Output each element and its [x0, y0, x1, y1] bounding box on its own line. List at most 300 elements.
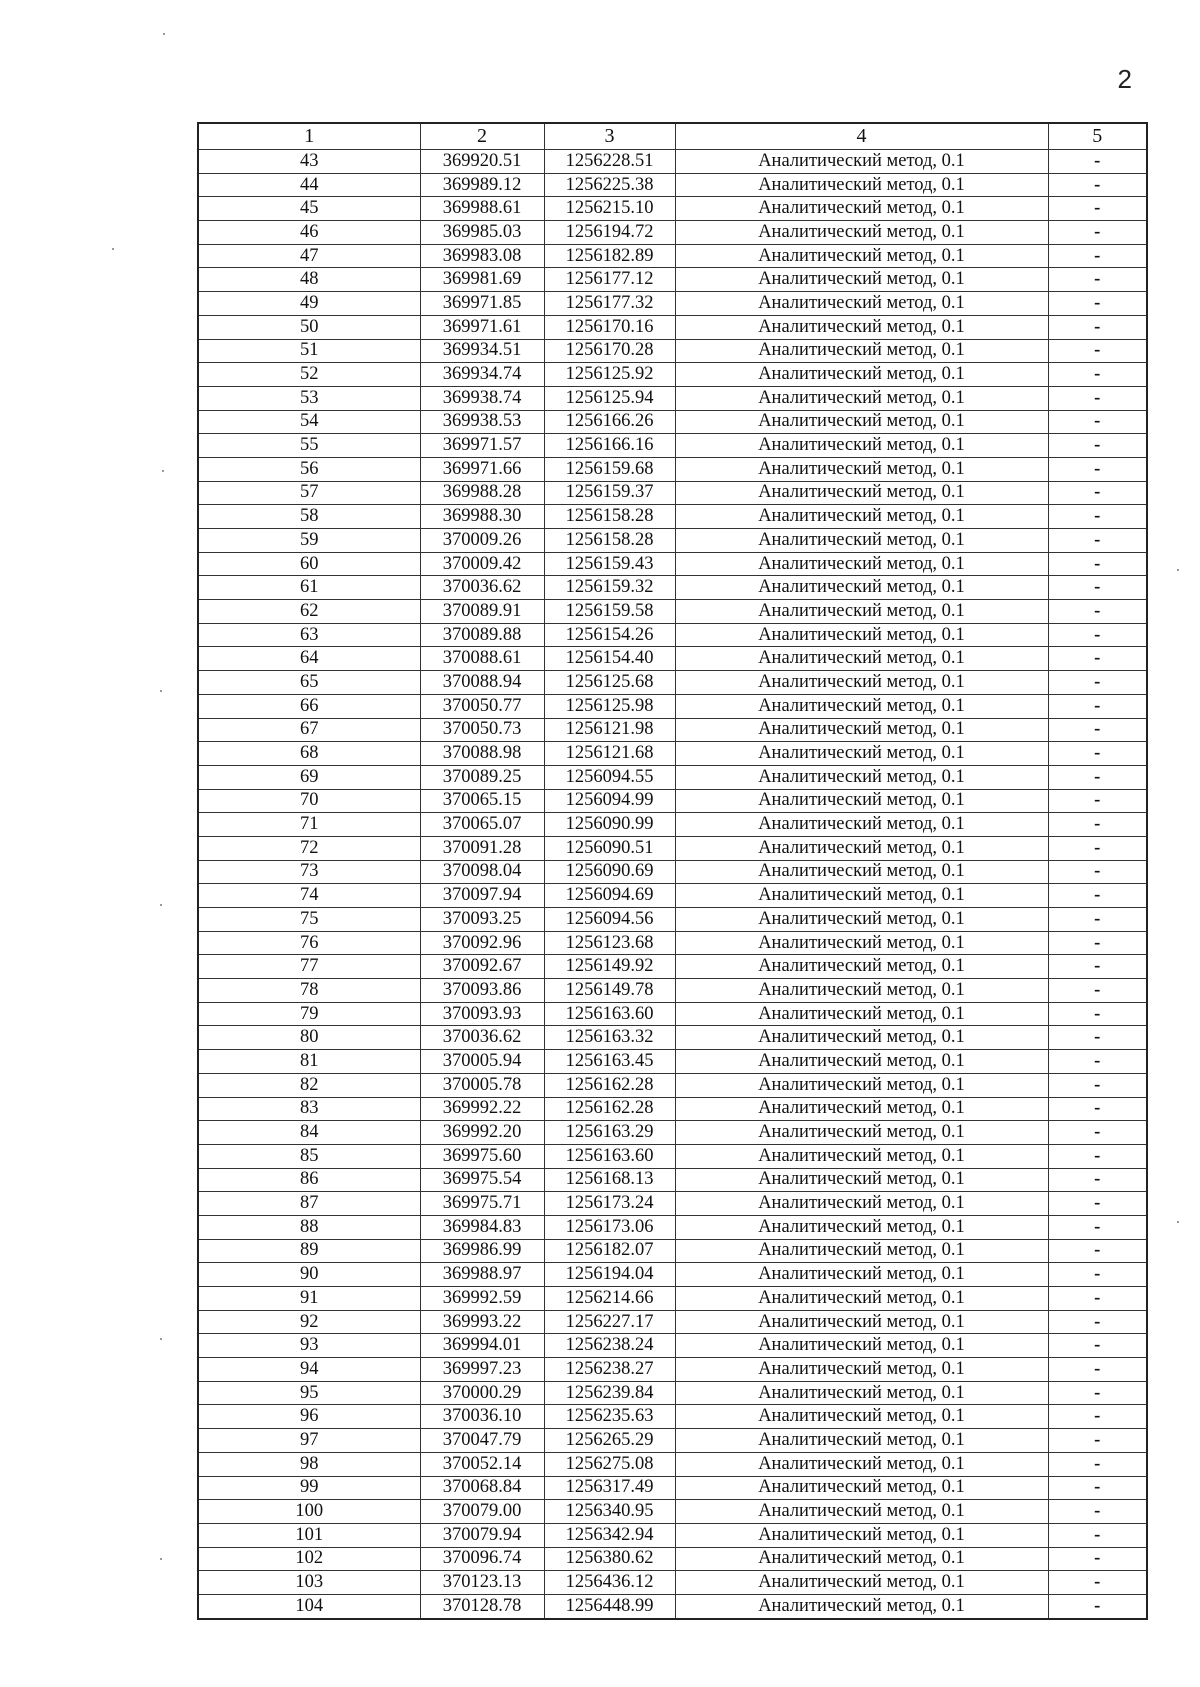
- column-5-cell: -: [1048, 718, 1147, 742]
- table-row: [198, 765, 1147, 789]
- point-number-cell: 73: [198, 860, 420, 884]
- column-5-cell: -: [1048, 505, 1147, 529]
- table-row: [198, 789, 1147, 813]
- table-row: [198, 1168, 1147, 1192]
- point-number-cell: 60: [198, 552, 420, 576]
- x-coordinate-cell: 370065.07: [420, 813, 544, 837]
- method-cell: Аналитический метод, 0.1: [675, 221, 1048, 245]
- point-number-cell: 94: [198, 1358, 420, 1382]
- column-5-cell: -: [1048, 931, 1147, 955]
- column-5-cell: -: [1048, 244, 1147, 268]
- table-row: [198, 1121, 1147, 1145]
- method-cell: Аналитический метод, 0.1: [675, 931, 1048, 955]
- coordinates-table: [197, 122, 1148, 1620]
- y-coordinate-cell: 1256163.60: [544, 1144, 675, 1168]
- column-5-cell: -: [1048, 836, 1147, 860]
- table-row: [198, 600, 1147, 624]
- point-number-cell: 67: [198, 718, 420, 742]
- column-5-cell: -: [1048, 1429, 1147, 1453]
- table-row: [198, 410, 1147, 434]
- x-coordinate-cell: 370128.78: [420, 1594, 544, 1618]
- point-number-cell: 45: [198, 197, 420, 221]
- method-cell: Аналитический метод, 0.1: [675, 1452, 1048, 1476]
- point-number-cell: 74: [198, 884, 420, 908]
- y-coordinate-cell: 1256228.51: [544, 150, 675, 174]
- method-cell: Аналитический метод, 0.1: [675, 765, 1048, 789]
- table-row: [198, 576, 1147, 600]
- point-number-cell: 96: [198, 1405, 420, 1429]
- point-number-cell: 72: [198, 836, 420, 860]
- x-coordinate-cell: 370050.73: [420, 718, 544, 742]
- x-coordinate-cell: 369971.57: [420, 434, 544, 458]
- method-cell: Аналитический метод, 0.1: [675, 434, 1048, 458]
- point-number-cell: 88: [198, 1215, 420, 1239]
- column-header-1: 1: [198, 123, 420, 150]
- x-coordinate-cell: 370005.78: [420, 1073, 544, 1097]
- y-coordinate-cell: 1256163.45: [544, 1050, 675, 1074]
- method-cell: Аналитический метод, 0.1: [675, 1239, 1048, 1263]
- y-coordinate-cell: 1256094.56: [544, 908, 675, 932]
- method-cell: Аналитический метод, 0.1: [675, 410, 1048, 434]
- x-coordinate-cell: 370089.25: [420, 765, 544, 789]
- x-coordinate-cell: 370088.98: [420, 742, 544, 766]
- x-coordinate-cell: 370088.94: [420, 671, 544, 695]
- table-row: [198, 1547, 1147, 1571]
- method-cell: Аналитический метод, 0.1: [675, 457, 1048, 481]
- y-coordinate-cell: 1256448.99: [544, 1594, 675, 1618]
- x-coordinate-cell: 370093.93: [420, 1002, 544, 1026]
- point-number-cell: 86: [198, 1168, 420, 1192]
- table-row: [198, 1192, 1147, 1216]
- method-cell: Аналитический метод, 0.1: [675, 955, 1048, 979]
- table-row: [198, 1287, 1147, 1311]
- point-number-cell: 47: [198, 244, 420, 268]
- x-coordinate-cell: 370036.62: [420, 1026, 544, 1050]
- column-5-cell: -: [1048, 694, 1147, 718]
- table-row: [198, 1405, 1147, 1429]
- x-coordinate-cell: 369971.61: [420, 315, 544, 339]
- point-number-cell: 51: [198, 339, 420, 363]
- point-number-cell: 78: [198, 979, 420, 1003]
- point-number-cell: 79: [198, 1002, 420, 1026]
- x-coordinate-cell: 369988.28: [420, 481, 544, 505]
- point-number-cell: 57: [198, 481, 420, 505]
- y-coordinate-cell: 1256158.28: [544, 505, 675, 529]
- method-cell: Аналитический метод, 0.1: [675, 1405, 1048, 1429]
- method-cell: Аналитический метод, 0.1: [675, 718, 1048, 742]
- y-coordinate-cell: 1256340.95: [544, 1500, 675, 1524]
- table-row: [198, 339, 1147, 363]
- column-5-cell: -: [1048, 1239, 1147, 1263]
- column-5-cell: -: [1048, 765, 1147, 789]
- method-cell: Аналитический метод, 0.1: [675, 576, 1048, 600]
- method-cell: Аналитический метод, 0.1: [675, 647, 1048, 671]
- x-coordinate-cell: 370123.13: [420, 1571, 544, 1595]
- y-coordinate-cell: 1256166.16: [544, 434, 675, 458]
- method-cell: Аналитический метод, 0.1: [675, 694, 1048, 718]
- y-coordinate-cell: 1256094.69: [544, 884, 675, 908]
- x-coordinate-cell: 369975.60: [420, 1144, 544, 1168]
- table-row: [198, 1500, 1147, 1524]
- method-cell: Аналитический метод, 0.1: [675, 836, 1048, 860]
- x-coordinate-cell: 369988.61: [420, 197, 544, 221]
- x-coordinate-cell: 369983.08: [420, 244, 544, 268]
- table-row: [198, 1026, 1147, 1050]
- y-coordinate-cell: 1256380.62: [544, 1547, 675, 1571]
- y-coordinate-cell: 1256162.28: [544, 1073, 675, 1097]
- column-5-cell: -: [1048, 647, 1147, 671]
- column-5-cell: -: [1048, 1192, 1147, 1216]
- x-coordinate-cell: 370068.84: [420, 1476, 544, 1500]
- column-header-5: 5: [1048, 123, 1147, 150]
- y-coordinate-cell: 1256182.89: [544, 244, 675, 268]
- column-header-4: 4: [675, 123, 1048, 150]
- column-header-2: 2: [420, 123, 544, 150]
- page-number: 2: [1117, 64, 1132, 94]
- column-5-cell: -: [1048, 1594, 1147, 1618]
- point-number-cell: 93: [198, 1334, 420, 1358]
- point-number-cell: 98: [198, 1452, 420, 1476]
- y-coordinate-cell: 1256214.66: [544, 1287, 675, 1311]
- table-row: [198, 955, 1147, 979]
- method-cell: Аналитический метод, 0.1: [675, 1050, 1048, 1074]
- method-cell: Аналитический метод, 0.1: [675, 979, 1048, 1003]
- x-coordinate-cell: 369984.83: [420, 1215, 544, 1239]
- table-row: [198, 1476, 1147, 1500]
- coordinates-table-container: [197, 122, 1146, 1620]
- x-coordinate-cell: 369992.22: [420, 1097, 544, 1121]
- y-coordinate-cell: 1256125.92: [544, 363, 675, 387]
- point-number-cell: 81: [198, 1050, 420, 1074]
- x-coordinate-cell: 369992.59: [420, 1287, 544, 1311]
- method-cell: Аналитический метод, 0.1: [675, 1002, 1048, 1026]
- x-coordinate-cell: 370091.28: [420, 836, 544, 860]
- table-row: [198, 221, 1147, 245]
- method-cell: Аналитический метод, 0.1: [675, 244, 1048, 268]
- column-5-cell: -: [1048, 1310, 1147, 1334]
- method-cell: Аналитический метод, 0.1: [675, 481, 1048, 505]
- table-body: [198, 150, 1147, 1619]
- method-cell: Аналитический метод, 0.1: [675, 1287, 1048, 1311]
- column-5-cell: -: [1048, 1358, 1147, 1382]
- table-row: [198, 671, 1147, 695]
- x-coordinate-cell: 370092.96: [420, 931, 544, 955]
- x-coordinate-cell: 369985.03: [420, 221, 544, 245]
- method-cell: Аналитический метод, 0.1: [675, 1121, 1048, 1145]
- y-coordinate-cell: 1256159.37: [544, 481, 675, 505]
- column-5-cell: -: [1048, 552, 1147, 576]
- x-coordinate-cell: 369934.74: [420, 363, 544, 387]
- point-number-cell: 48: [198, 268, 420, 292]
- method-cell: Аналитический метод, 0.1: [675, 268, 1048, 292]
- table-row: [198, 836, 1147, 860]
- x-coordinate-cell: 370009.26: [420, 529, 544, 553]
- y-coordinate-cell: 1256163.29: [544, 1121, 675, 1145]
- x-coordinate-cell: 369988.97: [420, 1263, 544, 1287]
- method-cell: Аналитический метод, 0.1: [675, 884, 1048, 908]
- x-coordinate-cell: 369994.01: [420, 1334, 544, 1358]
- method-cell: Аналитический метод, 0.1: [675, 1215, 1048, 1239]
- y-coordinate-cell: 1256090.99: [544, 813, 675, 837]
- column-5-cell: -: [1048, 623, 1147, 647]
- y-coordinate-cell: 1256436.12: [544, 1571, 675, 1595]
- table-row: [198, 979, 1147, 1003]
- column-5-cell: -: [1048, 1452, 1147, 1476]
- column-5-cell: -: [1048, 1263, 1147, 1287]
- table-row: [198, 1571, 1147, 1595]
- y-coordinate-cell: 1256177.32: [544, 292, 675, 316]
- y-coordinate-cell: 1256163.60: [544, 1002, 675, 1026]
- method-cell: Аналитический метод, 0.1: [675, 1523, 1048, 1547]
- x-coordinate-cell: 370000.29: [420, 1381, 544, 1405]
- method-cell: Аналитический метод, 0.1: [675, 1476, 1048, 1500]
- x-coordinate-cell: 370009.42: [420, 552, 544, 576]
- point-number-cell: 61: [198, 576, 420, 600]
- method-cell: Аналитический метод, 0.1: [675, 1263, 1048, 1287]
- x-coordinate-cell: 369992.20: [420, 1121, 544, 1145]
- table-row: [198, 481, 1147, 505]
- y-coordinate-cell: 1256159.32: [544, 576, 675, 600]
- x-coordinate-cell: 370089.91: [420, 600, 544, 624]
- point-number-cell: 102: [198, 1547, 420, 1571]
- table-row: [198, 647, 1147, 671]
- point-number-cell: 91: [198, 1287, 420, 1311]
- method-cell: Аналитический метод, 0.1: [675, 600, 1048, 624]
- y-coordinate-cell: 1256125.68: [544, 671, 675, 695]
- scan-speck: [160, 690, 162, 692]
- point-number-cell: 59: [198, 529, 420, 553]
- point-number-cell: 103: [198, 1571, 420, 1595]
- y-coordinate-cell: 1256162.28: [544, 1097, 675, 1121]
- x-coordinate-cell: 370096.74: [420, 1547, 544, 1571]
- table-row: [198, 268, 1147, 292]
- x-coordinate-cell: 369971.85: [420, 292, 544, 316]
- column-5-cell: -: [1048, 1547, 1147, 1571]
- scan-speck: [112, 248, 114, 250]
- column-5-cell: -: [1048, 1026, 1147, 1050]
- scan-speck: [160, 1338, 162, 1340]
- table-row: [198, 505, 1147, 529]
- point-number-cell: 43: [198, 150, 420, 174]
- y-coordinate-cell: 1256149.92: [544, 955, 675, 979]
- y-coordinate-cell: 1256235.63: [544, 1405, 675, 1429]
- y-coordinate-cell: 1256238.27: [544, 1358, 675, 1382]
- column-5-cell: -: [1048, 363, 1147, 387]
- x-coordinate-cell: 369938.53: [420, 410, 544, 434]
- y-coordinate-cell: 1256158.28: [544, 529, 675, 553]
- table-row: [198, 884, 1147, 908]
- x-coordinate-cell: 370097.94: [420, 884, 544, 908]
- method-cell: Аналитический метод, 0.1: [675, 386, 1048, 410]
- column-5-cell: -: [1048, 742, 1147, 766]
- scan-speck: [162, 470, 164, 472]
- point-number-cell: 83: [198, 1097, 420, 1121]
- column-5-cell: -: [1048, 1073, 1147, 1097]
- table-row: [198, 718, 1147, 742]
- x-coordinate-cell: 370079.94: [420, 1523, 544, 1547]
- table-row: [198, 457, 1147, 481]
- point-number-cell: 99: [198, 1476, 420, 1500]
- y-coordinate-cell: 1256194.04: [544, 1263, 675, 1287]
- method-cell: Аналитический метод, 0.1: [675, 860, 1048, 884]
- column-5-cell: -: [1048, 410, 1147, 434]
- x-coordinate-cell: 370093.25: [420, 908, 544, 932]
- point-number-cell: 76: [198, 931, 420, 955]
- column-5-cell: -: [1048, 1050, 1147, 1074]
- column-5-cell: -: [1048, 434, 1147, 458]
- point-number-cell: 54: [198, 410, 420, 434]
- table-row: [198, 931, 1147, 955]
- point-number-cell: 68: [198, 742, 420, 766]
- point-number-cell: 69: [198, 765, 420, 789]
- header-row: [198, 123, 1147, 150]
- x-coordinate-cell: 370098.04: [420, 860, 544, 884]
- point-number-cell: 71: [198, 813, 420, 837]
- table-row: [198, 908, 1147, 932]
- x-coordinate-cell: 369975.71: [420, 1192, 544, 1216]
- method-cell: Аналитический метод, 0.1: [675, 292, 1048, 316]
- column-5-cell: -: [1048, 1500, 1147, 1524]
- point-number-cell: 65: [198, 671, 420, 695]
- point-number-cell: 75: [198, 908, 420, 932]
- method-cell: Аналитический метод, 0.1: [675, 197, 1048, 221]
- y-coordinate-cell: 1256317.49: [544, 1476, 675, 1500]
- table-row: [198, 813, 1147, 837]
- method-cell: Аналитический метод, 0.1: [675, 908, 1048, 932]
- x-coordinate-cell: 370005.94: [420, 1050, 544, 1074]
- x-coordinate-cell: 370079.00: [420, 1500, 544, 1524]
- column-5-cell: -: [1048, 339, 1147, 363]
- column-5-cell: -: [1048, 1287, 1147, 1311]
- column-5-cell: -: [1048, 955, 1147, 979]
- y-coordinate-cell: 1256159.58: [544, 600, 675, 624]
- column-5-cell: -: [1048, 979, 1147, 1003]
- x-coordinate-cell: 369971.66: [420, 457, 544, 481]
- table-row: [198, 1358, 1147, 1382]
- column-5-cell: -: [1048, 221, 1147, 245]
- x-coordinate-cell: 370089.88: [420, 623, 544, 647]
- method-cell: Аналитический метод, 0.1: [675, 789, 1048, 813]
- point-number-cell: 50: [198, 315, 420, 339]
- column-5-cell: -: [1048, 1523, 1147, 1547]
- column-5-cell: -: [1048, 1097, 1147, 1121]
- table-row: [198, 694, 1147, 718]
- method-cell: Аналитический метод, 0.1: [675, 813, 1048, 837]
- table-row: [198, 1310, 1147, 1334]
- x-coordinate-cell: 370092.67: [420, 955, 544, 979]
- method-cell: Аналитический метод, 0.1: [675, 1310, 1048, 1334]
- method-cell: Аналитический метод, 0.1: [675, 505, 1048, 529]
- point-number-cell: 44: [198, 173, 420, 197]
- table-row: [198, 623, 1147, 647]
- column-5-cell: -: [1048, 1334, 1147, 1358]
- point-number-cell: 46: [198, 221, 420, 245]
- y-coordinate-cell: 1256194.72: [544, 221, 675, 245]
- scan-speck: [160, 904, 162, 906]
- table-row: [198, 1523, 1147, 1547]
- y-coordinate-cell: 1256173.06: [544, 1215, 675, 1239]
- column-5-cell: -: [1048, 150, 1147, 174]
- column-5-cell: -: [1048, 1002, 1147, 1026]
- column-5-cell: -: [1048, 197, 1147, 221]
- point-number-cell: 95: [198, 1381, 420, 1405]
- column-5-cell: -: [1048, 1381, 1147, 1405]
- table-row: [198, 1594, 1147, 1618]
- x-coordinate-cell: 369981.69: [420, 268, 544, 292]
- point-number-cell: 63: [198, 623, 420, 647]
- x-coordinate-cell: 370050.77: [420, 694, 544, 718]
- y-coordinate-cell: 1256123.68: [544, 931, 675, 955]
- method-cell: Аналитический метод, 0.1: [675, 363, 1048, 387]
- y-coordinate-cell: 1256090.51: [544, 836, 675, 860]
- point-number-cell: 82: [198, 1073, 420, 1097]
- column-5-cell: -: [1048, 671, 1147, 695]
- column-5-cell: -: [1048, 813, 1147, 837]
- y-coordinate-cell: 1256094.99: [544, 789, 675, 813]
- x-coordinate-cell: 369975.54: [420, 1168, 544, 1192]
- method-cell: Аналитический метод, 0.1: [675, 742, 1048, 766]
- method-cell: Аналитический метод, 0.1: [675, 1192, 1048, 1216]
- y-coordinate-cell: 1256159.68: [544, 457, 675, 481]
- method-cell: Аналитический метод, 0.1: [675, 173, 1048, 197]
- method-cell: Аналитический метод, 0.1: [675, 1594, 1048, 1618]
- point-number-cell: 55: [198, 434, 420, 458]
- column-5-cell: -: [1048, 1476, 1147, 1500]
- point-number-cell: 97: [198, 1429, 420, 1453]
- point-number-cell: 58: [198, 505, 420, 529]
- column-5-cell: -: [1048, 1215, 1147, 1239]
- x-coordinate-cell: 370065.15: [420, 789, 544, 813]
- method-cell: Аналитический метод, 0.1: [675, 1429, 1048, 1453]
- point-number-cell: 64: [198, 647, 420, 671]
- y-coordinate-cell: 1256159.43: [544, 552, 675, 576]
- column-5-cell: -: [1048, 457, 1147, 481]
- table-row: [198, 315, 1147, 339]
- y-coordinate-cell: 1256166.26: [544, 410, 675, 434]
- y-coordinate-cell: 1256125.94: [544, 386, 675, 410]
- table-row: [198, 1452, 1147, 1476]
- column-5-cell: -: [1048, 576, 1147, 600]
- point-number-cell: 49: [198, 292, 420, 316]
- table-row: [198, 386, 1147, 410]
- table-row: [198, 529, 1147, 553]
- scan-speck: [1177, 1221, 1179, 1223]
- x-coordinate-cell: 369920.51: [420, 150, 544, 174]
- point-number-cell: 80: [198, 1026, 420, 1050]
- table-row: [198, 1239, 1147, 1263]
- y-coordinate-cell: 1256125.98: [544, 694, 675, 718]
- y-coordinate-cell: 1256342.94: [544, 1523, 675, 1547]
- y-coordinate-cell: 1256239.84: [544, 1381, 675, 1405]
- table-row: [198, 1144, 1147, 1168]
- column-5-cell: -: [1048, 268, 1147, 292]
- y-coordinate-cell: 1256163.32: [544, 1026, 675, 1050]
- column-5-cell: -: [1048, 1144, 1147, 1168]
- scan-speck: [160, 1558, 162, 1560]
- table-row: [198, 434, 1147, 458]
- column-5-cell: -: [1048, 292, 1147, 316]
- y-coordinate-cell: 1256182.07: [544, 1239, 675, 1263]
- y-coordinate-cell: 1256121.68: [544, 742, 675, 766]
- column-5-cell: -: [1048, 860, 1147, 884]
- method-cell: Аналитический метод, 0.1: [675, 1026, 1048, 1050]
- table-row: [198, 1263, 1147, 1287]
- column-5-cell: -: [1048, 1168, 1147, 1192]
- method-cell: Аналитический метод, 0.1: [675, 1358, 1048, 1382]
- table-header: [198, 123, 1147, 150]
- table-row: [198, 860, 1147, 884]
- point-number-cell: 100: [198, 1500, 420, 1524]
